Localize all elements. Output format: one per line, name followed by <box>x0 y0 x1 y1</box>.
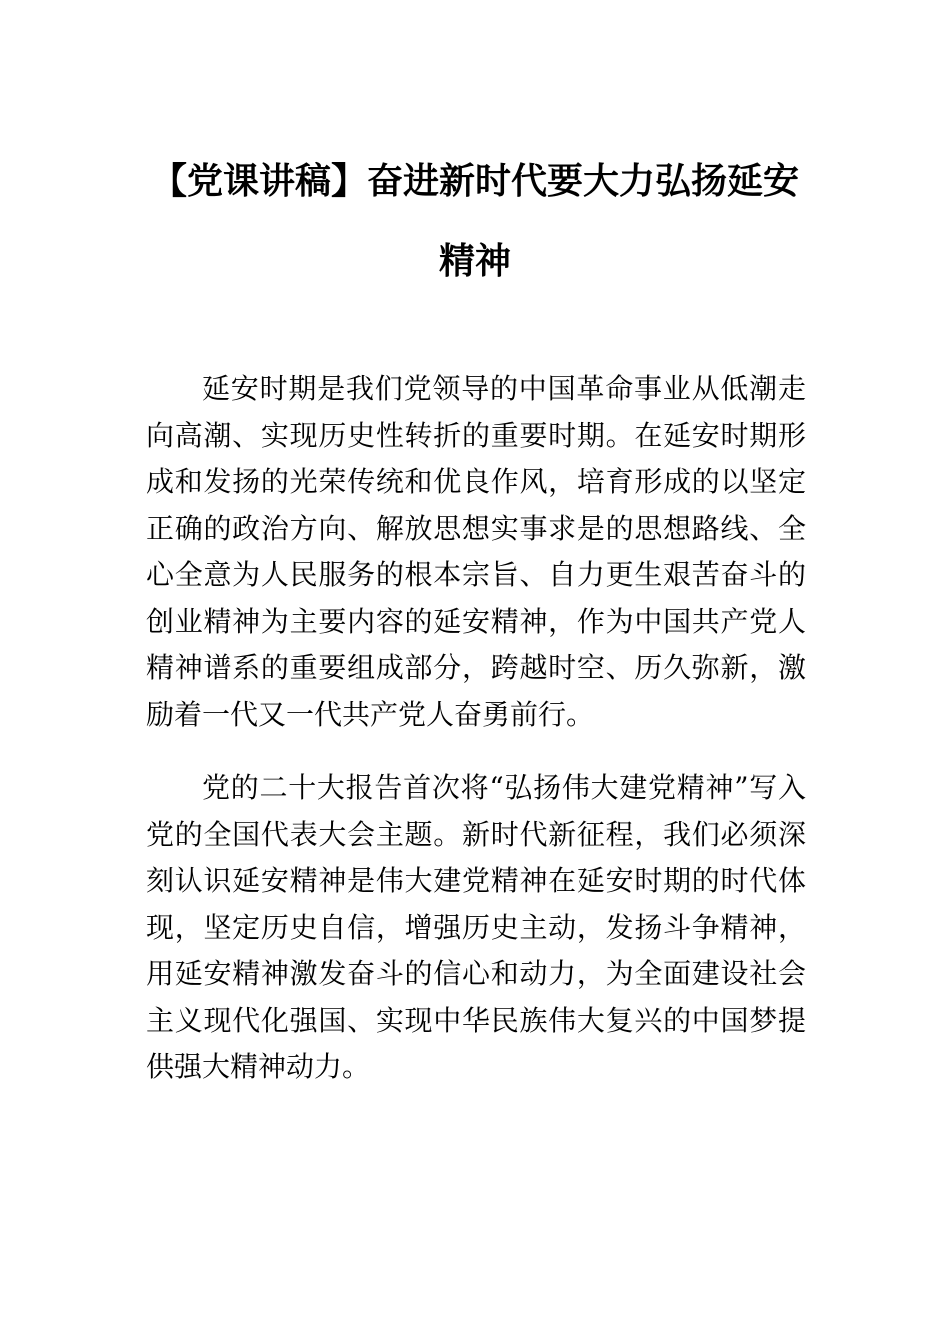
document-title: 【党课讲稿】奋进新时代要大力弘扬延安精神 <box>150 161 799 282</box>
body-paragraph-2: 党的二十大报告首次将“弘扬伟大建党精神”写入党的全国代表大会主题。新时代新征程，我们必须深刻认识延安精神是伟大建党精神在延安时期的时代体现，坚定历史自信，增强历史主动，发扬斗争精神，用延安精神激发奋斗的信心和动力，为全面建设社会主义现代化强国、实现中华民族伟大复兴的中国梦提供强大精神动力。 <box>146 771 806 1083</box>
body-paragraph-1: 延安时期是我们党领导的中国革命事业从低潮走向高潮、实现历史性转折的重要时期。在延安时期形成和发扬的光荣传统和优良作风，培育形成的以坚定正确的政治方向、解放思想实事求是的思想路线、全心全意为人民服务的根本宗旨、自力更生艰苦奋斗的创业精神为主要内容的延安精神，作为中国共产党人精神谱系的重要组成部分，跨越时空、历久弥新，激励着一代又一代共产党人奋勇前行。 <box>146 372 806 731</box>
